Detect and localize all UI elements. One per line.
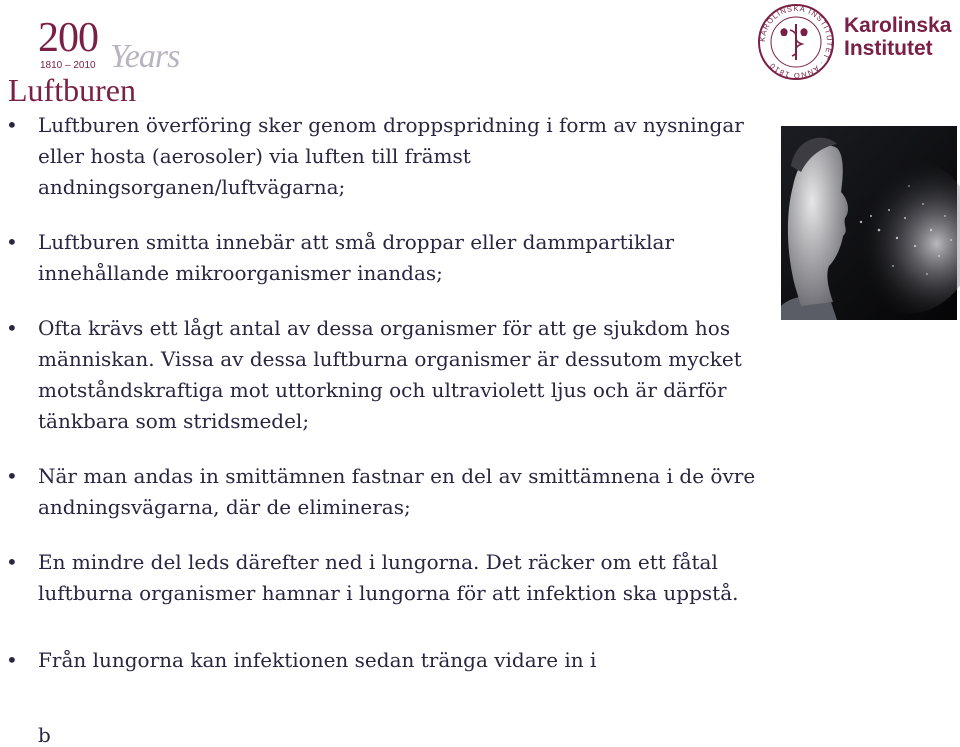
institution-name-line2: Institutet (844, 37, 933, 60)
seal-text: KAROLINSKA INSTITUTET · ANNO 1810 (757, 3, 835, 81)
anniversary-logo (38, 14, 188, 74)
overflow-text: b (38, 723, 51, 747)
bullet-item: • Luftburen smitta innebär att små droppar eller dammpartiklar innehållande mikroorganismer inandas; (0, 227, 780, 289)
bullet-item: • Från lungorna kan infektionen sedan tränga vidare in i (0, 645, 780, 676)
slide-title: Luftburen (8, 72, 136, 108)
sneezing-man-photo (781, 126, 957, 320)
bullet-item: • En mindre del leds därefter ned i lungorna. Det räcker om ett fåtal luftburna organismer hamnar i lungorna för att infektion ska uppstå. (0, 547, 780, 609)
institution-name-line1: Karolinska (844, 14, 952, 37)
bullet-item: • När man andas in smittämnen fastnar en del av smittämnena i de övre andningsvägarna, där de elimineras; (0, 461, 780, 523)
anniversary-number: 200 (38, 15, 98, 61)
anniversary-range: 1810 – 2010 (40, 60, 96, 71)
bullet-list (0, 110, 780, 676)
karolinska-seal-icon (756, 2, 836, 82)
institution-logo (756, 2, 956, 84)
institution-name (844, 14, 951, 60)
bullet-item: • Luftburen överföring sker genom droppspridning i form av nysningar eller hosta (aerosoler) via luften till främst andningsorganen/luftvägarna; (0, 110, 780, 203)
bullet-item: • Ofta krävs ett lågt antal av dessa organismer för att ge sjukdom hos människan. Vissa av dessa luftburna organismer är dessutom mycket motståndskraftiga mot uttorkning och ultraviolett ljus och är därför tänkbara som stridsmedel; (0, 313, 780, 437)
anniversary-years: Years (110, 38, 180, 75)
